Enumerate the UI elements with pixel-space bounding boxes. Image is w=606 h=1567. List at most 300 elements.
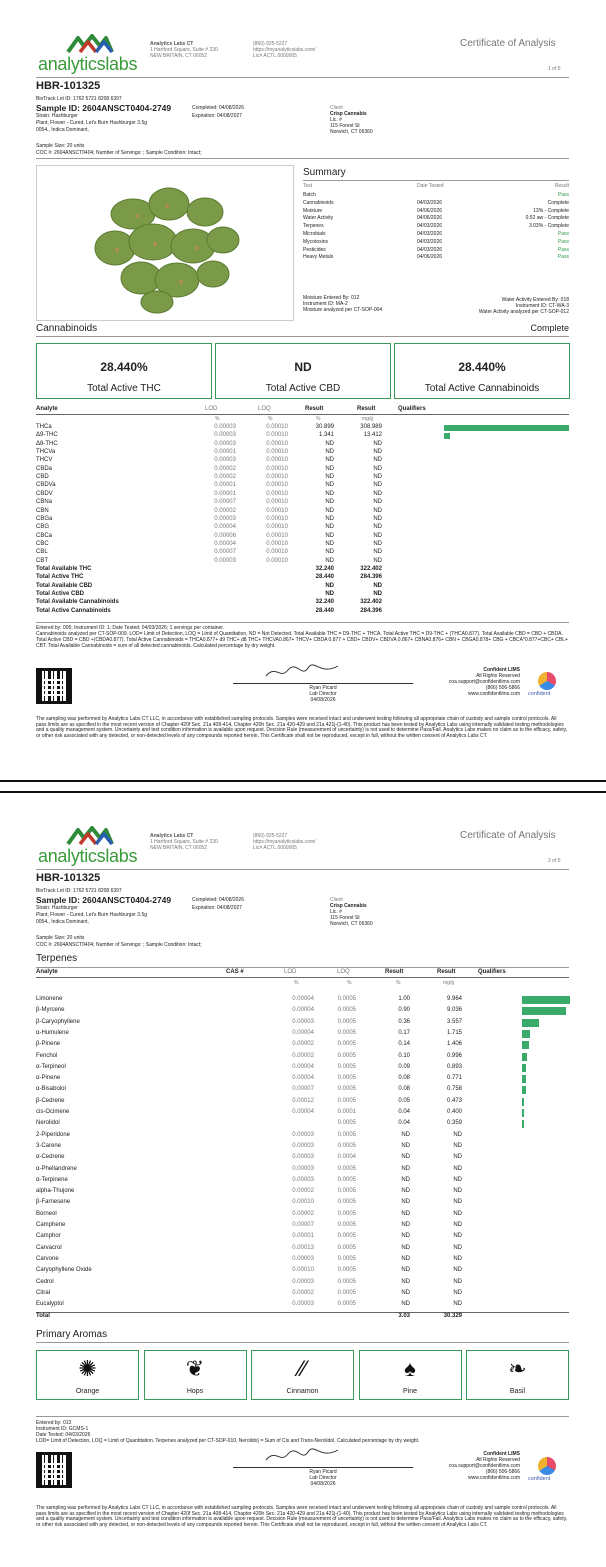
lab-address (150, 41, 218, 59)
qr-code-icon[interactable] (36, 668, 72, 704)
aroma-card (144, 1350, 247, 1400)
lod-value: 0.00007 (292, 1222, 314, 1228)
analyte-name: Carvone (36, 1255, 59, 1262)
cannabinoid-note2: Cannabinoids analyzed per CT-SOP-009. LOD= Limit of Detection, LOQ = Limit of Quantitation, ND = Not Detected. Total Available THC = D9-THC + THCA. Total Active THC = D9-THC + (THCA0.877). Total Available CBD = CBD + CBDA. Total Active CBD = CBD +(CBDA0.877). Total Active Cannabinoids = THCA0.877+ d9 THC+ d8 THC+ THCVA0.867+ THCV+ CBDA 0.877 + CBD+ CBDV+ CBDVA 0.867+ CBNA0.876+ CBN + CBGA0.878+ CBG + CBCA*0.877+CBC+ CBL+ CBT. Total Available Cannabinoids = sum of all detected cannabinoids. Calculated percentage by dry weight. (36, 631, 568, 649)
lab-phone: (860) 925-5227 (253, 41, 288, 47)
cannabinoid-row (36, 491, 569, 499)
lims-rights: All Rights Reserved (476, 1457, 520, 1463)
client-addr2: Norwich, CT 06360 (330, 921, 373, 927)
loq-value: 0.0005 (337, 1052, 356, 1059)
total-mg: 284.396 (360, 607, 382, 614)
lod-value: 0.00003 (214, 557, 236, 564)
terpene-row (36, 1041, 569, 1050)
result-mg: ND (373, 507, 382, 514)
result-mg: ND (453, 1244, 462, 1251)
coa-page-1 (0, 0, 606, 782)
summary-test: Water Activity (303, 215, 334, 222)
summary-row (303, 192, 569, 199)
analyte-name: β-Pinene (36, 1041, 61, 1048)
terpene-row (36, 1019, 569, 1028)
confident-brand: confident (528, 1476, 551, 1482)
signatory-name: Ryan Picard (309, 685, 337, 691)
result-pct: ND (325, 532, 334, 539)
coa-page-2 (0, 791, 606, 1567)
loq-value: 0.00010 (266, 490, 288, 497)
terpene-row (36, 1301, 569, 1310)
sample-title: HBR-101325 (36, 80, 101, 92)
terpene-row (36, 1120, 569, 1129)
result-pct: 1.341 (318, 432, 334, 439)
total-active-thc-label: Total Active THC (87, 383, 161, 394)
biotrack-id: BioTrack Lot ID: 1762 5721 8208 6397 (36, 888, 122, 894)
analyte-name: alpha-Thujone (36, 1188, 75, 1195)
loq-value: 0.00010 (266, 515, 288, 522)
result-pct: 1.00 (398, 996, 410, 1002)
disclaimer: The sampling was performed by Analytics Labs CT LLC, in accordance with established sampling protocols. Samples were received intact and underwent testing following all appropriate chain of custody and sample control protocols. All pass limits are as specified in the most recent version of Chapter 420f Sec. 21a 408-414, Chapter 420h Sec. 21a 420-429 and 21a 421j-(1-40). This product has been tested by Analytics Labs using internally validated testing methodologies and a quality management system. Uncertainty and test condition information is available upon request. Decision Rule (measurement of uncertainty) is not used to determine Pass/Fail. Analytics Labs makes no claim as to the efficacy, safety, or other risk associated with any detected, or non-detected levels of any compounds reported herein. This Certificate shall not be reproduced, except in full, without the written consent of Analytics Labs CT. (36, 1505, 568, 1528)
terpene-total-row (36, 1312, 569, 1321)
lab-license: Lic# ACTL.0000005 (253, 53, 297, 59)
lab-name: Analytics Labs CT (150, 41, 194, 47)
lims-name: Confident LIMS (483, 1451, 520, 1457)
cannabinoid-row (36, 441, 569, 449)
analyte-name: Borneol (36, 1210, 57, 1217)
result-pct: 0.17 (398, 1029, 410, 1036)
sample-desc1: Plant, Flower - Cured, Let's Burn Hashburger 3.5g (36, 912, 148, 918)
terpene-bar (522, 996, 570, 1004)
result-pct: 0.10 (398, 1052, 410, 1059)
lims-name: Confident LIMS (483, 667, 520, 673)
cannabinoid-total-row (36, 608, 569, 616)
lod-value: 0.00010 (292, 1199, 314, 1206)
summary-row (303, 215, 569, 222)
lod-value: 0.00003 (292, 1154, 314, 1161)
analyte-name: α-Humulene (36, 1029, 69, 1036)
cannabinoid-row (36, 558, 569, 566)
loq-value: 0.0005 (337, 1063, 356, 1070)
logo-mountains-icon (66, 826, 114, 846)
lod-value: 0.00004 (292, 1029, 314, 1036)
wa-entered: Water Activity Entered By: 018 (501, 297, 569, 303)
total-pct: 3.03 (398, 1313, 410, 1320)
terpene-row (36, 1154, 569, 1163)
result-pct: ND (401, 1233, 410, 1240)
unit-result-pct: % (396, 980, 401, 986)
loq-value: 0.0005 (337, 1278, 356, 1285)
result-mg: ND (373, 457, 382, 464)
expiration-date: Expiration: 04/08/2027 (192, 113, 243, 119)
analyte-name: CBC (36, 540, 49, 547)
client-license: Lic. # (330, 117, 342, 123)
lod-value: 0.00004 (214, 540, 236, 547)
loq-value: 0.00010 (266, 549, 288, 556)
summary-row (303, 239, 569, 246)
water-activity-info (430, 297, 569, 315)
total-name: Total Available THC (36, 565, 92, 572)
summary-row (303, 208, 569, 215)
lod-value: 0.00002 (214, 465, 236, 472)
lod-value: 0.00003 (292, 1142, 314, 1149)
lod-value: 0.00004 (292, 1075, 314, 1082)
summary-result: 13% - Complete (533, 207, 569, 214)
result-pct: ND (325, 524, 334, 531)
wa-sop: Water Activity analyzed per CT-SOP-012 (478, 309, 569, 315)
lab-url[interactable]: https://myanalyticslabs.com/ (253, 839, 316, 845)
strain: Strain: Hashburger (36, 905, 78, 911)
lims-url[interactable]: www.confidentlims.com (468, 691, 520, 697)
unit-loq: % (347, 980, 352, 986)
terpene-note1: Entered by: 013 (36, 1420, 72, 1426)
analyte-name: Carvacrol (36, 1244, 62, 1251)
result-mg: ND (453, 1267, 462, 1274)
result-mg: ND (373, 540, 382, 547)
loq-value: 0.0005 (337, 1142, 356, 1149)
logo-mountains-icon (66, 34, 114, 54)
result-mg: ND (453, 1165, 462, 1172)
result-pct: ND (401, 1267, 410, 1274)
logo-text: analyticslabs (38, 54, 138, 74)
signatory (233, 685, 413, 703)
lod-value: 0.00003 (292, 1301, 314, 1308)
summary-date: 04/03/2026 (417, 238, 443, 245)
lab-name: Analytics Labs CT (150, 833, 194, 839)
analytics-labs-logo (38, 34, 150, 78)
loq-value: 0.0005 (337, 1029, 356, 1036)
lod-value: 0.00001 (214, 482, 236, 489)
result-mg: ND (453, 1188, 462, 1195)
lod-value: 0.00001 (214, 490, 236, 497)
total-active-cbd-label: Total Active CBD (265, 383, 341, 394)
summary-test: Microbials (303, 231, 326, 237)
total-pct: 32.240 (315, 599, 334, 606)
divider (36, 1416, 569, 1417)
analyte-name: Nerolidol (36, 1120, 60, 1127)
loq-value: 0.00010 (266, 482, 288, 489)
terpene-row (36, 1053, 569, 1062)
loq-value: 0.00010 (266, 440, 288, 447)
terpene-bar (522, 1075, 526, 1083)
lod-value: 0.00004 (292, 1007, 314, 1014)
lab-address (150, 833, 218, 851)
result-pct: 0.14 (398, 1041, 410, 1048)
result-mg: ND (373, 482, 382, 489)
strain: Strain: Hashburger (36, 113, 78, 119)
result-pct: 0.09 (398, 1063, 410, 1070)
result-pct: ND (401, 1188, 410, 1195)
col-result-mg: Result (437, 969, 456, 975)
sample-size: Sample Size: 20 units (36, 143, 85, 149)
terpene-row (36, 1256, 569, 1265)
summary-date: 04/06/2026 (417, 254, 443, 261)
loq-value: 0.0005 (337, 996, 356, 1002)
cannabis-flower-image (37, 166, 293, 320)
client-license: Lic. # (330, 909, 342, 915)
terpene-note2: Instrument ID: GCMS-1 (36, 1426, 89, 1432)
terpene-bar (522, 1030, 530, 1038)
cannabinoid-row (36, 549, 569, 557)
total-mg: 284.396 (360, 574, 382, 581)
terpene-row (36, 1188, 569, 1197)
lod-value: 0.00003 (214, 515, 236, 522)
col-loq: LOQ (337, 969, 350, 975)
lims-email[interactable]: coa.support@confidentlims.com (448, 679, 520, 685)
result-mg: ND (373, 515, 382, 522)
result-pct: ND (401, 1176, 410, 1183)
result-pct: ND (325, 440, 334, 447)
total-mg: ND (373, 582, 382, 589)
lod-value: 0.00003 (292, 1278, 314, 1285)
lod-value: 0.00003 (292, 1018, 314, 1025)
confident-logo-icon (538, 1457, 556, 1475)
qr-code-icon[interactable] (36, 1452, 72, 1488)
loq-value: 0.0005 (337, 1131, 356, 1138)
loq-value: 0.0005 (337, 1210, 356, 1217)
terpene-bar (522, 1120, 524, 1128)
client-block (330, 897, 373, 927)
completed-date: Completed: 04/08/2026 (192, 105, 244, 111)
cannabinoid-row (36, 466, 569, 474)
terpene-bar (522, 1098, 524, 1106)
loq-value: 0.00010 (266, 432, 288, 439)
loq-value: 0.00010 (266, 465, 288, 472)
confident-brand: confident (528, 691, 551, 697)
cannabinoids-title: Cannabinoids (36, 323, 98, 334)
cannabinoid-note1: Entered by: 005; Instrument ID: 1; Date Tested: 04/03/2026; 1 servings per container. (36, 625, 225, 631)
d9-thc-bar (444, 433, 450, 439)
result-pct: ND (401, 1142, 410, 1149)
lod-value: 0.00003 (292, 1165, 314, 1172)
terpene-row (36, 1177, 569, 1186)
terpene-bar (522, 1064, 526, 1072)
loq-value: 0.00010 (266, 540, 288, 547)
result-mg: 308.989 (360, 424, 382, 430)
summary-result: Pass (557, 192, 569, 198)
lims-info (420, 667, 520, 697)
aroma-card (466, 1350, 569, 1400)
result-pct: ND (401, 1244, 410, 1251)
result-mg: ND (373, 557, 382, 564)
total-pct: 28.440 (315, 574, 334, 581)
analyte-name: β-Myrcene (36, 1007, 65, 1014)
result-mg: 9.036 (446, 1007, 462, 1014)
summary-col-date: Date Tested (417, 183, 444, 189)
client-addr1: 115 Forest St (330, 123, 360, 129)
divider (36, 158, 569, 159)
loq-value: 0.0005 (337, 1086, 356, 1093)
sample-size: Sample Size: 20 units (36, 935, 85, 941)
unit-result-pct: % (316, 416, 321, 422)
result-pct: ND (401, 1289, 410, 1296)
summary-test: Mycotoxins (303, 238, 329, 245)
product-photo (36, 165, 294, 321)
col-qualifiers: Qualifiers (478, 969, 506, 975)
sample-desc2: 0054., Indica Dominant, (36, 127, 89, 133)
unit-result-mg: mg/g (443, 980, 455, 986)
analyte-name: α-Terpinene (36, 1176, 68, 1183)
summary-date: 04/03/2026 (417, 199, 443, 206)
coc: COC #: 2604ANSCT0404; Number of Servings: ; Sample Condition: Intact; (36, 150, 202, 156)
loq-value: 0.0005 (337, 1007, 356, 1014)
expiration-date: Expiration: 04/08/2027 (192, 905, 243, 911)
pine-tree-icon: ♠ (404, 1356, 416, 1381)
divider (303, 180, 569, 181)
loq-value: 0.0005 (337, 1165, 356, 1172)
analytics-labs-logo (38, 826, 150, 870)
summary-col-result: Result (554, 183, 569, 189)
lims-email[interactable]: coa.support@confidentlims.com (448, 1463, 520, 1469)
aroma-name: Hops (186, 1388, 204, 1395)
total-active-cbd-value: ND (294, 360, 312, 374)
cannabinoid-row (36, 541, 569, 549)
aromas-title: Primary Aromas (36, 1329, 108, 1340)
cannabinoid-row (36, 474, 569, 482)
result-mg: 0.400 (446, 1109, 462, 1115)
divider (36, 622, 569, 623)
result-pct: ND (325, 549, 334, 556)
analyte-name: Caryophyllene Oxide (36, 1267, 92, 1274)
lod-value: 0.00007 (214, 499, 236, 506)
lod-value: 0.00012 (292, 1097, 314, 1104)
result-mg: 0.473 (446, 1097, 462, 1104)
summary-result: Pass (557, 231, 569, 237)
signature-line (233, 1467, 413, 1468)
result-pct: ND (401, 1154, 410, 1161)
total-pct: ND (325, 591, 334, 597)
total-active-cannabinoids-label: Total Active Cannabinoids (424, 383, 540, 394)
analyte-name: 2-Piperidone (36, 1131, 71, 1138)
result-pct: ND (401, 1165, 410, 1172)
lod-value: 0.00003 (292, 1255, 314, 1262)
lab-url[interactable]: https://myanalyticslabs.com/ (253, 47, 316, 53)
analyte-name: Δ8-THC (36, 440, 58, 447)
terpene-row (36, 1222, 569, 1231)
cannabinoid-row (36, 457, 569, 465)
cannabinoid-row (36, 524, 569, 532)
signatory-role: Lab Director (309, 1475, 337, 1481)
aroma-name: Basil (509, 1388, 526, 1395)
result-mg: ND (373, 532, 382, 539)
result-mg: ND (373, 499, 382, 506)
analyte-name: β-Cedrene (36, 1097, 65, 1104)
loq-value: 0.0005 (337, 1176, 356, 1183)
aroma-name: Cinnamon (286, 1388, 319, 1395)
total-pct: 28.440 (315, 607, 334, 614)
result-pct: ND (325, 499, 334, 506)
lab-phone: (860) 925-5227 (253, 833, 288, 839)
cannabinoid-row (36, 482, 569, 490)
lod-value: 0.00001 (292, 1233, 314, 1240)
signatory-name: Ryan Picard (309, 1469, 337, 1475)
lod-value: 0.00002 (214, 507, 236, 514)
summary-date: 04/03/2026 (417, 223, 443, 230)
col-lod: LOD (284, 969, 297, 975)
page-number: 1 of 5 (548, 66, 561, 72)
sample-desc1: Plant, Flower - Cured, Let's Burn Hashburger 3.5g (36, 120, 148, 126)
loq-value: 0.0004 (337, 1154, 356, 1161)
moisture-instrument: Instrument ID: MA-2 (303, 301, 348, 307)
analyte-name: β-Farnesene (36, 1199, 71, 1206)
completed-date: Completed: 04/08/2026 (192, 897, 244, 903)
aroma-card (251, 1350, 354, 1400)
client-label: Client (330, 897, 343, 903)
analyte-name: Δ9-THC (36, 432, 58, 439)
lod-value: 0.00003 (214, 432, 236, 439)
terpene-notes (36, 1420, 419, 1444)
lab-addr2: NEW BRITAIN, CT 06052 (150, 845, 208, 851)
total-active-cbd-box (215, 343, 391, 399)
lod-value: 0.00003 (292, 1176, 314, 1183)
result-mg: ND (453, 1210, 462, 1217)
cannabinoid-row (36, 432, 569, 440)
terpene-row (36, 1267, 569, 1276)
result-mg: ND (373, 465, 382, 472)
analyte-name: Citral (36, 1289, 51, 1296)
summary-test: Heavy Metals (303, 254, 334, 261)
lod-value: 0.00004 (292, 1109, 314, 1115)
signature-line (233, 683, 413, 684)
divider (36, 1342, 569, 1343)
lab-addr2: NEW BRITAIN, CT 06052 (150, 53, 208, 59)
lod-value: 0.00002 (292, 1041, 314, 1048)
result-pct: ND (325, 482, 334, 489)
unit-lod: % (215, 416, 220, 422)
analyte-name: CBG (36, 524, 50, 531)
summary-test: Cannabinoids (303, 199, 334, 206)
cinnamon-icon: ⁄⁄ (298, 1356, 307, 1381)
thca-bar (444, 425, 569, 431)
terpene-row (36, 1064, 569, 1073)
terpene-row (36, 1007, 569, 1016)
summary-date: 04/03/2026 (417, 246, 443, 253)
result-mg: 0.996 (446, 1052, 462, 1059)
unit-loq: % (268, 416, 273, 422)
result-mg: 1.406 (446, 1041, 462, 1048)
result-pct: ND (325, 465, 334, 472)
result-pct: ND (401, 1131, 410, 1138)
col-lod: LOD (205, 406, 218, 412)
loq-value: 0.00010 (266, 449, 288, 456)
terpene-row (36, 1030, 569, 1039)
loq-value: 0.0005 (337, 1097, 356, 1104)
result-mg: ND (373, 474, 382, 481)
col-loq: LOQ (258, 406, 271, 412)
summary-date: 04/06/2026 (417, 215, 443, 222)
client-name: Crisp Cannabis (330, 111, 367, 117)
loq-value: 0.00010 (266, 532, 288, 539)
result-pct: ND (401, 1222, 410, 1228)
signature-image (262, 662, 342, 682)
analyte-name: Cedrol (36, 1278, 54, 1285)
result-pct: ND (401, 1301, 410, 1308)
loq-value: 0.00010 (266, 524, 288, 531)
cannabinoid-total-row (36, 566, 569, 574)
summary-col-test: Test (303, 183, 313, 189)
lims-url[interactable]: www.confidentlims.com (468, 1475, 520, 1481)
result-pct: 0.08 (398, 1075, 410, 1082)
lod-value: 0.00002 (214, 474, 236, 481)
summary-test: Moisture (303, 207, 323, 214)
result-pct: ND (401, 1255, 410, 1262)
sample-id: Sample ID: 2604ANSCT0404-2749 (36, 895, 172, 905)
sign-date: 04/08/2026 (310, 1481, 336, 1487)
lab-addr1: 1 Hartford Square, Suite # 230 (150, 47, 218, 53)
aroma-card (36, 1350, 139, 1400)
lims-rights: All Rights Reserved (476, 673, 520, 679)
moisture-sop: Moisture analyzed per CT-SOP-004 (303, 307, 383, 313)
total-name: Total Active THC (36, 574, 84, 581)
result-mg: 9.964 (446, 996, 462, 1002)
terpene-note3: Date Tested: 04/03/2026 (36, 1432, 91, 1438)
signatory (233, 1469, 413, 1487)
